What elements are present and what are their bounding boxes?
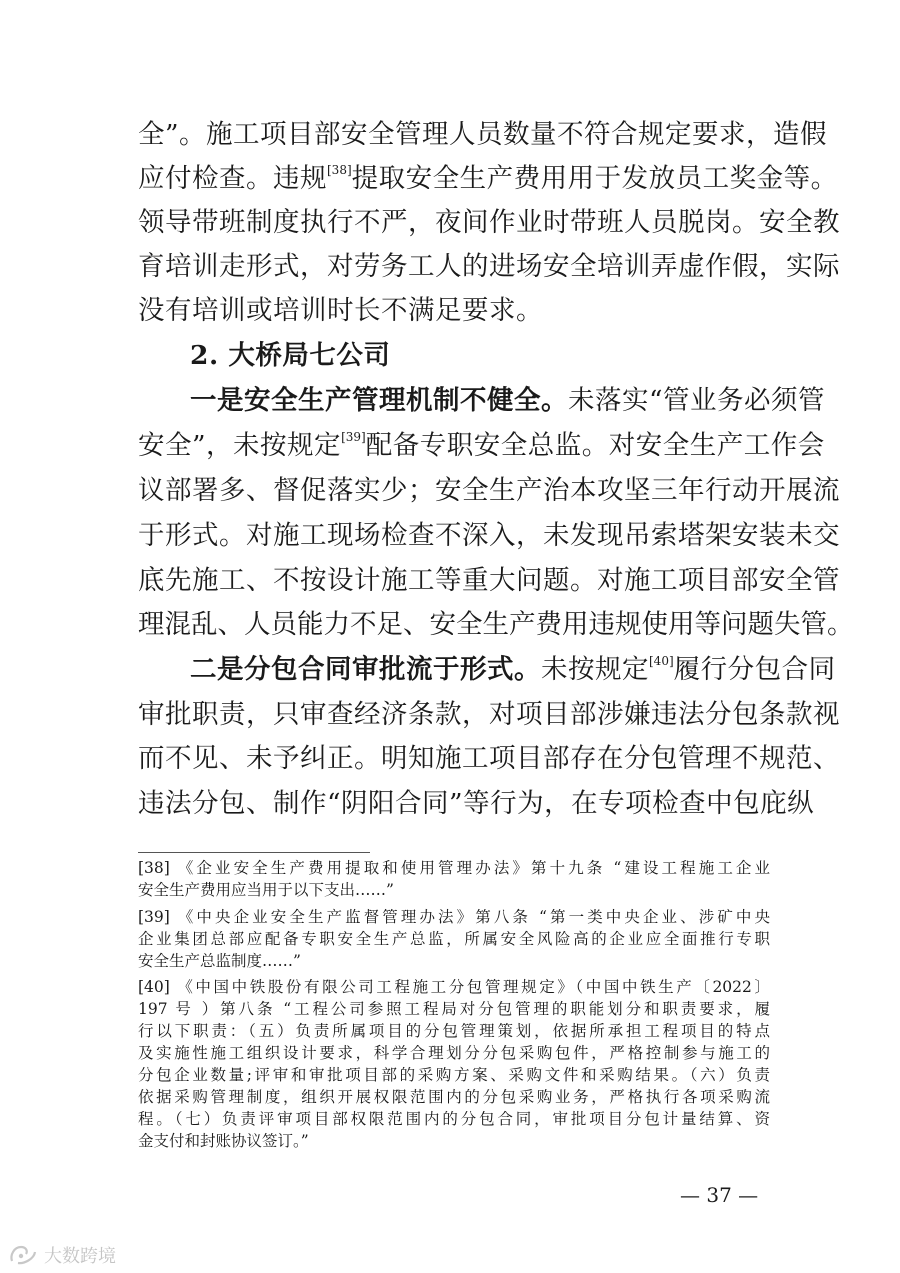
footnote-ref[interactable]: [40] (649, 654, 674, 668)
page-number: — 37 — (680, 1183, 759, 1207)
body-line: 而不见、未予纠正。明知施工项目部存在分包管理不规范、 (138, 743, 840, 774)
body-line: 理混乱、人员能力不足、安全生产费用违规使用等问题失管。 (138, 609, 854, 640)
footnote-39-line: 企业集团总部应配备专职安全生产总监，所属安全风险高的企业应全面推行专职 (138, 930, 770, 948)
footnote-divider (138, 852, 370, 853)
footnote-40-line: 依据采购管理制度，组织开展权限范围内的分包采购业务，严格执行各项采购流 (138, 1088, 770, 1106)
footnote-40-line: 程。（七）负责评审项目部权限范围内的分包合同，审批项目分包计量结算、资 (138, 1110, 770, 1128)
body-line: 领导带班制度执行不严，夜间作业时带班人员脱岗。安全教 (138, 207, 840, 238)
body-line: 二是分包合同审批流于形式。未按规定[40]履行分包合同 (190, 654, 836, 685)
body-line: 底先施工、不按设计施工等重大问题。对施工项目部安全管 (138, 565, 840, 596)
footnote-40-line: 行以下职责：（五）负责所属项目的分包管理策划，依据所承担工程项目的特点 (138, 1022, 770, 1040)
body-line: 于形式。对施工现场检查不深入，未发现吊索塔架安装未交 (138, 520, 840, 551)
footnote-40-line: 197 号 ）第八条 “工程公司参照工程局对分包管理的职能划分和职责要求，履 (138, 1000, 770, 1018)
footnote-38-line: [38] 《企业安全生产费用提取和使用管理办法》第十九条 “建设工程施工企业 (138, 859, 770, 877)
footnote-40-line: 及实施性施工组织设计要求，科学合理划分分包采购包件，严格控制参与施工的 (138, 1044, 770, 1062)
footnote-39-line: 安全生产总监制度……” (138, 952, 301, 970)
body-line: 育培训走形式，对劳务工人的进场安全培训弄虚作假，实际 (138, 251, 840, 282)
body-line: 全”。施工项目部安全管理人员数量不符合规定要求，造假 (138, 119, 828, 150)
watermark (8, 1242, 116, 1268)
footnote-40-line: 金支付和封账协议签订。” (138, 1132, 309, 1150)
footnote-38-line: 安全生产费用应当用于以下支出……” (138, 881, 394, 899)
body-line: 审批职责，只审查经济条款，对项目部涉嫌违法分包条款视 (138, 699, 840, 730)
body-line: 一是安全生产管理机制不健全。未落实“管业务必须管 (190, 385, 826, 416)
footnote-ref[interactable]: [39] (341, 430, 366, 444)
body-line: 安全”，未按规定[39]配备专职安全总监。对安全生产工作会 (138, 430, 825, 461)
watermark-text: 大数跨境 (44, 1246, 116, 1267)
watermark-logo-icon (8, 1243, 38, 1267)
body-line: 没有培训或培训时长不满足要求。 (138, 295, 543, 326)
body-line: 违法分包、制作“阴阳合同”等行为，在专项检查中包庇纵 (138, 788, 815, 819)
footnote-40-line: 分包企业数量;评审和审批项目部的采购方案、采购文件和采购结果。（六）负责 (138, 1066, 770, 1084)
footnote-40-line: [40] 《中国中铁股份有限公司工程施工分包管理规定》（中国中铁生产〔2022〕 (138, 978, 770, 996)
section-heading: 2. 大桥局七公司 (190, 340, 391, 371)
footnote-39-line: [39] 《中央企业安全生产监督管理办法》第八条 “第一类中央企业、涉矿中央 (138, 908, 770, 926)
footnote-ref[interactable]: [38] (327, 163, 352, 177)
body-line: 应付检查。违规[38]提取安全生产费用用于发放员工奖金等。 (138, 163, 838, 194)
body-line: 议部署多、督促落实少；安全生产治本攻坚三年行动开展流 (138, 475, 840, 506)
